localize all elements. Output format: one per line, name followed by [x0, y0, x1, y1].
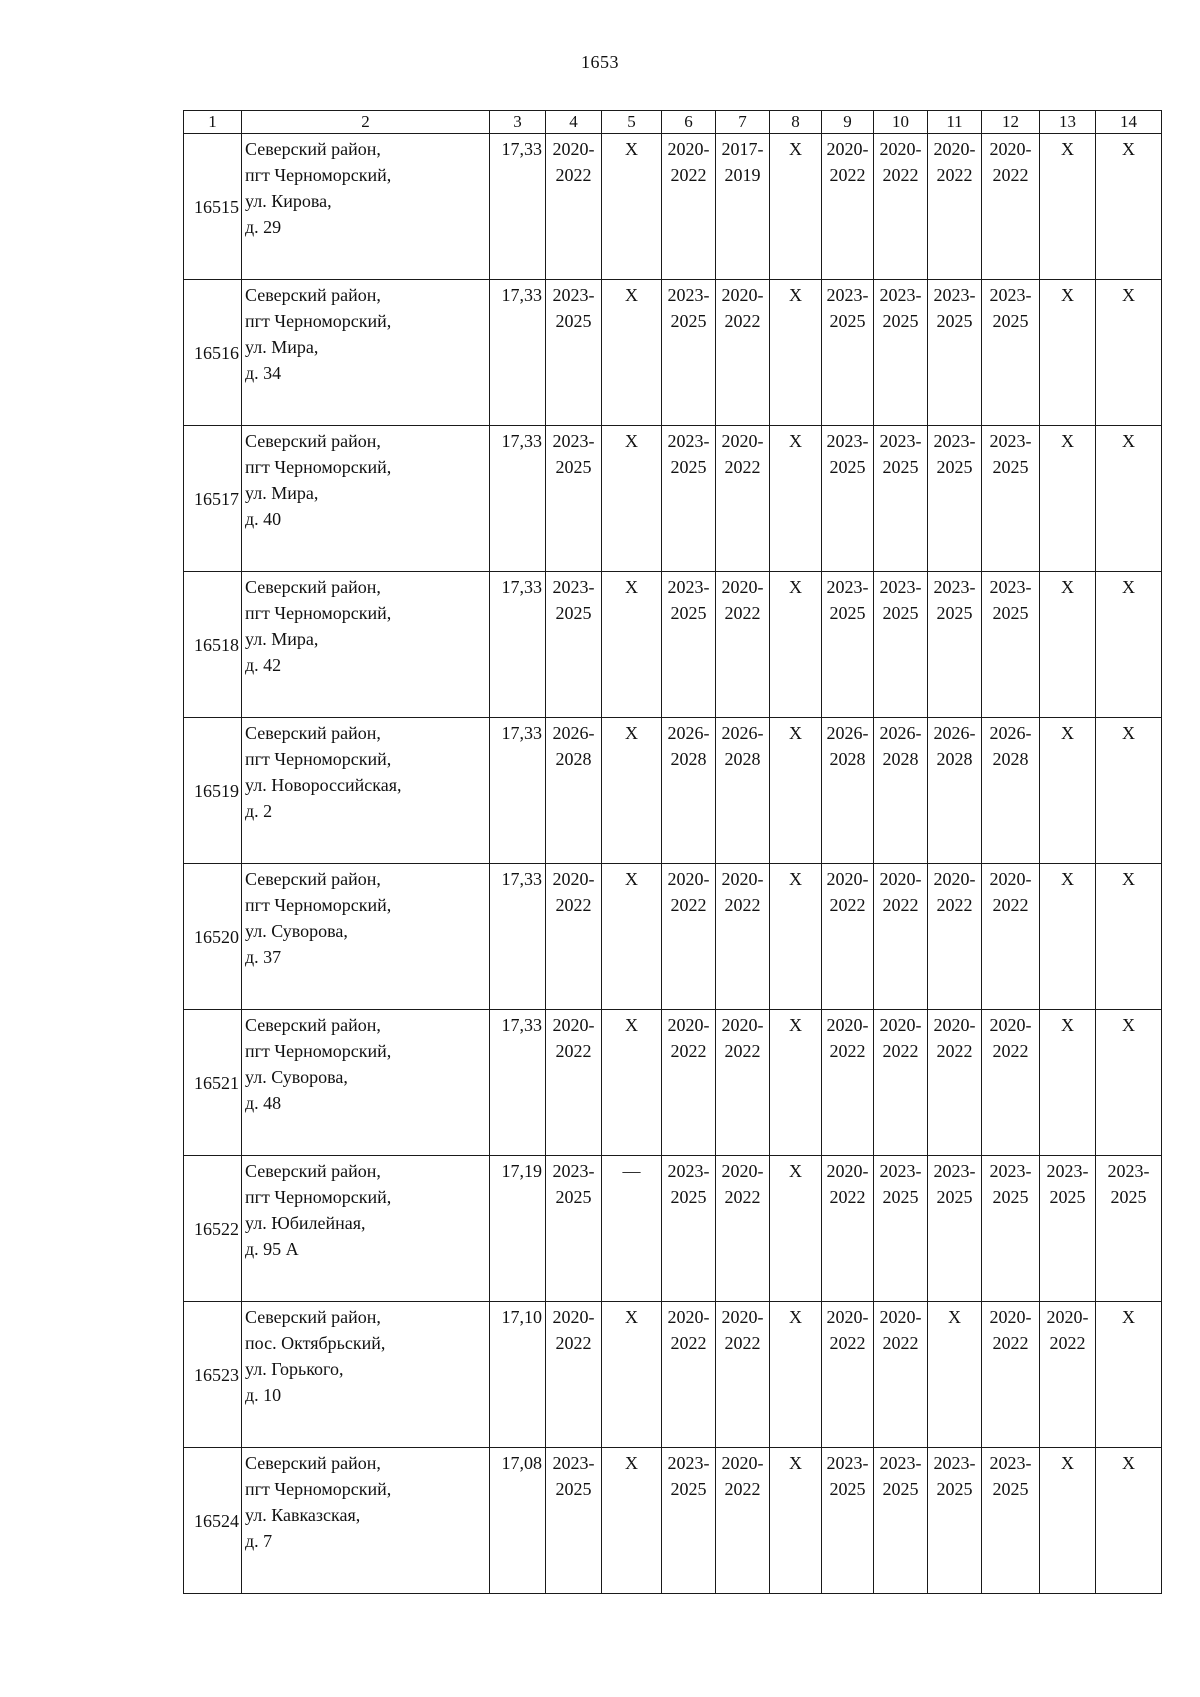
column-header-5: 5 [602, 111, 662, 134]
value-cell-col-13: X [1040, 426, 1096, 572]
value-cell-col-9: 2023- 2025 [822, 426, 874, 572]
value-cell-col-9: 2020- 2022 [822, 864, 874, 1010]
value-cell-col-13: X [1040, 134, 1096, 280]
address-cell [242, 718, 490, 864]
value-cell-col-4: 2020- 2022 [546, 1302, 602, 1448]
area-cell: 17,33 [490, 864, 546, 1010]
address-line: ул. Новороссийская, [245, 775, 402, 795]
value-cell-col-7: 2020- 2022 [716, 864, 770, 1010]
value-cell-col-6: 2020- 2022 [662, 1010, 716, 1156]
row-number: 16522 [184, 1156, 242, 1302]
value-cell-col-6: 2023- 2025 [662, 280, 716, 426]
value-cell-col-6: 2020- 2022 [662, 864, 716, 1010]
value-cell-col-7: 2020- 2022 [716, 280, 770, 426]
address-cell [242, 1448, 490, 1594]
value-cell-col-13: X [1040, 280, 1096, 426]
value-cell-col-12: 2023- 2025 [982, 280, 1040, 426]
value-cell-col-11: 2023- 2025 [928, 426, 982, 572]
address-line: д. 42 [245, 655, 282, 675]
value-cell-col-13: X [1040, 572, 1096, 718]
column-header-2: 2 [242, 111, 490, 134]
value-cell-col-7: 2026- 2028 [716, 718, 770, 864]
table-row [184, 1156, 1162, 1302]
value-cell-col-12: 2020- 2022 [982, 1010, 1040, 1156]
value-cell-col-12: 2020- 2022 [982, 864, 1040, 1010]
row-number: 16518 [184, 572, 242, 718]
address-line: ул. Суворова, [245, 921, 348, 941]
page-number: 1653 [581, 52, 619, 72]
value-cell-col-8: X [770, 1010, 822, 1156]
address-line: д. 34 [245, 363, 282, 383]
address-line: д. 48 [245, 1093, 282, 1113]
address-line: пгт Черноморский, [245, 1041, 392, 1061]
value-cell-col-5: X [602, 864, 662, 1010]
value-cell-col-6: 2023- 2025 [662, 572, 716, 718]
row-number: 16524 [184, 1448, 242, 1594]
value-cell-col-8: X [770, 1302, 822, 1448]
value-cell-col-12: 2023- 2025 [982, 1156, 1040, 1302]
area-cell: 17,33 [490, 1010, 546, 1156]
value-cell-col-10: 2020- 2022 [874, 134, 928, 280]
address-line: пос. Октябрьский, [245, 1333, 386, 1353]
value-cell-col-5: X [602, 1010, 662, 1156]
column-header-14: 14 [1096, 111, 1162, 134]
value-cell-col-4: 2023- 2025 [546, 572, 602, 718]
value-cell-col-8: X [770, 1156, 822, 1302]
address-line: пгт Черноморский, [245, 1187, 392, 1207]
address-line: д. 29 [245, 217, 282, 237]
column-header-6: 6 [662, 111, 716, 134]
value-cell-col-14: X [1096, 426, 1162, 572]
row-number: 16521 [184, 1010, 242, 1156]
value-cell-col-11: X [928, 1302, 982, 1448]
value-cell-col-14: 2023- 2025 [1096, 1156, 1162, 1302]
value-cell-col-14: X [1096, 572, 1162, 718]
row-number: 16523 [184, 1302, 242, 1448]
value-cell-col-6: 2026- 2028 [662, 718, 716, 864]
value-cell-col-12: 2026- 2028 [982, 718, 1040, 864]
value-cell-col-14: X [1096, 864, 1162, 1010]
column-header-1: 1 [184, 111, 242, 134]
address-line: ул. Кавказская, [245, 1505, 361, 1525]
address-line: ул. Кирова, [245, 191, 332, 211]
value-cell-col-4: 2023- 2025 [546, 426, 602, 572]
address-cell [242, 1010, 490, 1156]
address-line: ул. Мира, [245, 337, 319, 357]
address-line: Северский район, [245, 577, 381, 597]
value-cell-col-9: 2020- 2022 [822, 134, 874, 280]
value-cell-col-8: X [770, 426, 822, 572]
table-row [184, 426, 1162, 572]
value-cell-col-11: 2023- 2025 [928, 572, 982, 718]
value-cell-col-10: 2023- 2025 [874, 572, 928, 718]
address-line: Северский район, [245, 431, 381, 451]
column-header-12: 12 [982, 111, 1040, 134]
value-cell-col-4: 2023- 2025 [546, 280, 602, 426]
value-cell-col-11: 2020- 2022 [928, 864, 982, 1010]
column-header-7: 7 [716, 111, 770, 134]
address-cell [242, 280, 490, 426]
value-cell-col-5: X [602, 718, 662, 864]
value-cell-col-13: X [1040, 1448, 1096, 1594]
address-line: Северский район, [245, 139, 381, 159]
value-cell-col-10: 2023- 2025 [874, 280, 928, 426]
value-cell-col-4: 2026- 2028 [546, 718, 602, 864]
value-cell-col-6: 2023- 2025 [662, 1156, 716, 1302]
column-header-10: 10 [874, 111, 928, 134]
value-cell-col-9: 2020- 2022 [822, 1302, 874, 1448]
area-cell: 17,33 [490, 280, 546, 426]
table-row [184, 864, 1162, 1010]
value-cell-col-10: 2026- 2028 [874, 718, 928, 864]
address-cell [242, 1302, 490, 1448]
value-cell-col-4: 2020- 2022 [546, 134, 602, 280]
value-cell-col-12: 2020- 2022 [982, 1302, 1040, 1448]
value-cell-col-7: 2020- 2022 [716, 426, 770, 572]
value-cell-col-10: 2023- 2025 [874, 1156, 928, 1302]
address-line: Северский район, [245, 869, 381, 889]
address-cell [242, 572, 490, 718]
value-cell-col-10: 2020- 2022 [874, 864, 928, 1010]
value-cell-col-7: 2020- 2022 [716, 1156, 770, 1302]
address-line: пгт Черноморский, [245, 749, 392, 769]
value-cell-col-9: 2020- 2022 [822, 1010, 874, 1156]
row-number: 16519 [184, 718, 242, 864]
value-cell-col-9: 2023- 2025 [822, 572, 874, 718]
area-cell: 17,33 [490, 134, 546, 280]
value-cell-col-11: 2023- 2025 [928, 1156, 982, 1302]
address-line: пгт Черноморский, [245, 457, 392, 477]
value-cell-col-9: 2026- 2028 [822, 718, 874, 864]
value-cell-col-9: 2020- 2022 [822, 1156, 874, 1302]
address-line: д. 95 А [245, 1239, 299, 1259]
row-number: 16517 [184, 426, 242, 572]
value-cell-col-4: 2020- 2022 [546, 1010, 602, 1156]
address-line: ул. Мира, [245, 629, 319, 649]
header-row [184, 111, 1162, 134]
value-cell-col-11: 2023- 2025 [928, 1448, 982, 1594]
table-row [184, 1010, 1162, 1156]
table-row [184, 572, 1162, 718]
value-cell-col-8: X [770, 864, 822, 1010]
value-cell-col-5: — [602, 1156, 662, 1302]
value-cell-col-10: 2020- 2022 [874, 1010, 928, 1156]
value-cell-col-14: X [1096, 1448, 1162, 1594]
value-cell-col-7: 2020- 2022 [716, 572, 770, 718]
address-line: Северский район, [245, 1307, 381, 1327]
value-cell-col-6: 2020- 2022 [662, 1302, 716, 1448]
value-cell-col-14: X [1096, 1302, 1162, 1448]
address-line: пгт Черноморский, [245, 165, 392, 185]
address-line: пгт Черноморский, [245, 1479, 392, 1499]
address-line: Северский район, [245, 285, 381, 305]
value-cell-col-11: 2023- 2025 [928, 280, 982, 426]
address-line: ул. Юбилейная, [245, 1213, 366, 1233]
registry-table [183, 110, 1162, 1594]
value-cell-col-12: 2023- 2025 [982, 1448, 1040, 1594]
value-cell-col-11: 2020- 2022 [928, 1010, 982, 1156]
value-cell-col-4: 2020- 2022 [546, 864, 602, 1010]
value-cell-col-12: 2023- 2025 [982, 426, 1040, 572]
address-cell [242, 1156, 490, 1302]
address-line: д. 7 [245, 1531, 273, 1551]
value-cell-col-7: 2020- 2022 [716, 1302, 770, 1448]
address-line: д. 40 [245, 509, 282, 529]
table-row [184, 280, 1162, 426]
table-row [184, 1448, 1162, 1594]
value-cell-col-13: X [1040, 864, 1096, 1010]
address-cell [242, 426, 490, 572]
column-header-9: 9 [822, 111, 874, 134]
value-cell-col-14: X [1096, 134, 1162, 280]
table-row [184, 718, 1162, 864]
area-cell: 17,33 [490, 572, 546, 718]
address-line: Северский район, [245, 1015, 381, 1035]
value-cell-col-7: 2020- 2022 [716, 1448, 770, 1594]
column-header-13: 13 [1040, 111, 1096, 134]
area-cell: 17,10 [490, 1302, 546, 1448]
value-cell-col-7: 2020- 2022 [716, 1010, 770, 1156]
value-cell-col-10: 2023- 2025 [874, 426, 928, 572]
area-cell: 17,19 [490, 1156, 546, 1302]
value-cell-col-5: X [602, 1448, 662, 1594]
address-line: ул. Суворова, [245, 1067, 348, 1087]
value-cell-col-5: X [602, 572, 662, 718]
address-line: Северский район, [245, 1161, 381, 1181]
value-cell-col-5: X [602, 134, 662, 280]
address-line: Северский район, [245, 723, 381, 743]
value-cell-col-13: X [1040, 718, 1096, 864]
address-line: пгт Черноморский, [245, 895, 392, 915]
column-header-11: 11 [928, 111, 982, 134]
row-number: 16520 [184, 864, 242, 1010]
value-cell-col-5: X [602, 1302, 662, 1448]
value-cell-col-8: X [770, 134, 822, 280]
value-cell-col-9: 2023- 2025 [822, 1448, 874, 1594]
value-cell-col-8: X [770, 718, 822, 864]
value-cell-col-14: X [1096, 280, 1162, 426]
value-cell-col-10: 2023- 2025 [874, 1448, 928, 1594]
value-cell-col-10: 2020- 2022 [874, 1302, 928, 1448]
row-number: 16515 [184, 134, 242, 280]
address-line: д. 37 [245, 947, 282, 967]
value-cell-col-6: 2023- 2025 [662, 426, 716, 572]
column-header-3: 3 [490, 111, 546, 134]
value-cell-col-13: 2023- 2025 [1040, 1156, 1096, 1302]
address-cell [242, 864, 490, 1010]
value-cell-col-4: 2023- 2025 [546, 1156, 602, 1302]
table-body [184, 134, 1162, 1594]
value-cell-col-8: X [770, 1448, 822, 1594]
table-row [184, 134, 1162, 280]
value-cell-col-8: X [770, 572, 822, 718]
area-cell: 17,08 [490, 1448, 546, 1594]
table-row [184, 1302, 1162, 1448]
address-line: д. 2 [245, 801, 273, 821]
address-line: ул. Горького, [245, 1359, 344, 1379]
value-cell-col-12: 2023- 2025 [982, 572, 1040, 718]
value-cell-col-11: 2020- 2022 [928, 134, 982, 280]
value-cell-col-5: X [602, 280, 662, 426]
address-line: ул. Мира, [245, 483, 319, 503]
value-cell-col-6: 2023- 2025 [662, 1448, 716, 1594]
value-cell-col-8: X [770, 280, 822, 426]
column-header-8: 8 [770, 111, 822, 134]
value-cell-col-5: X [602, 426, 662, 572]
row-number: 16516 [184, 280, 242, 426]
value-cell-col-12: 2020- 2022 [982, 134, 1040, 280]
address-line: Северский район, [245, 1453, 381, 1473]
value-cell-col-13: X [1040, 1010, 1096, 1156]
area-cell: 17,33 [490, 718, 546, 864]
address-line: д. 10 [245, 1385, 282, 1405]
value-cell-col-11: 2026- 2028 [928, 718, 982, 864]
value-cell-col-6: 2020- 2022 [662, 134, 716, 280]
value-cell-col-14: X [1096, 718, 1162, 864]
value-cell-col-13: 2020- 2022 [1040, 1302, 1096, 1448]
value-cell-col-4: 2023- 2025 [546, 1448, 602, 1594]
area-cell: 17,33 [490, 426, 546, 572]
column-header-4: 4 [546, 111, 602, 134]
address-line: пгт Черноморский, [245, 311, 392, 331]
value-cell-col-9: 2023- 2025 [822, 280, 874, 426]
address-cell [242, 134, 490, 280]
value-cell-col-14: X [1096, 1010, 1162, 1156]
value-cell-col-7: 2017- 2019 [716, 134, 770, 280]
address-line: пгт Черноморский, [245, 603, 392, 623]
